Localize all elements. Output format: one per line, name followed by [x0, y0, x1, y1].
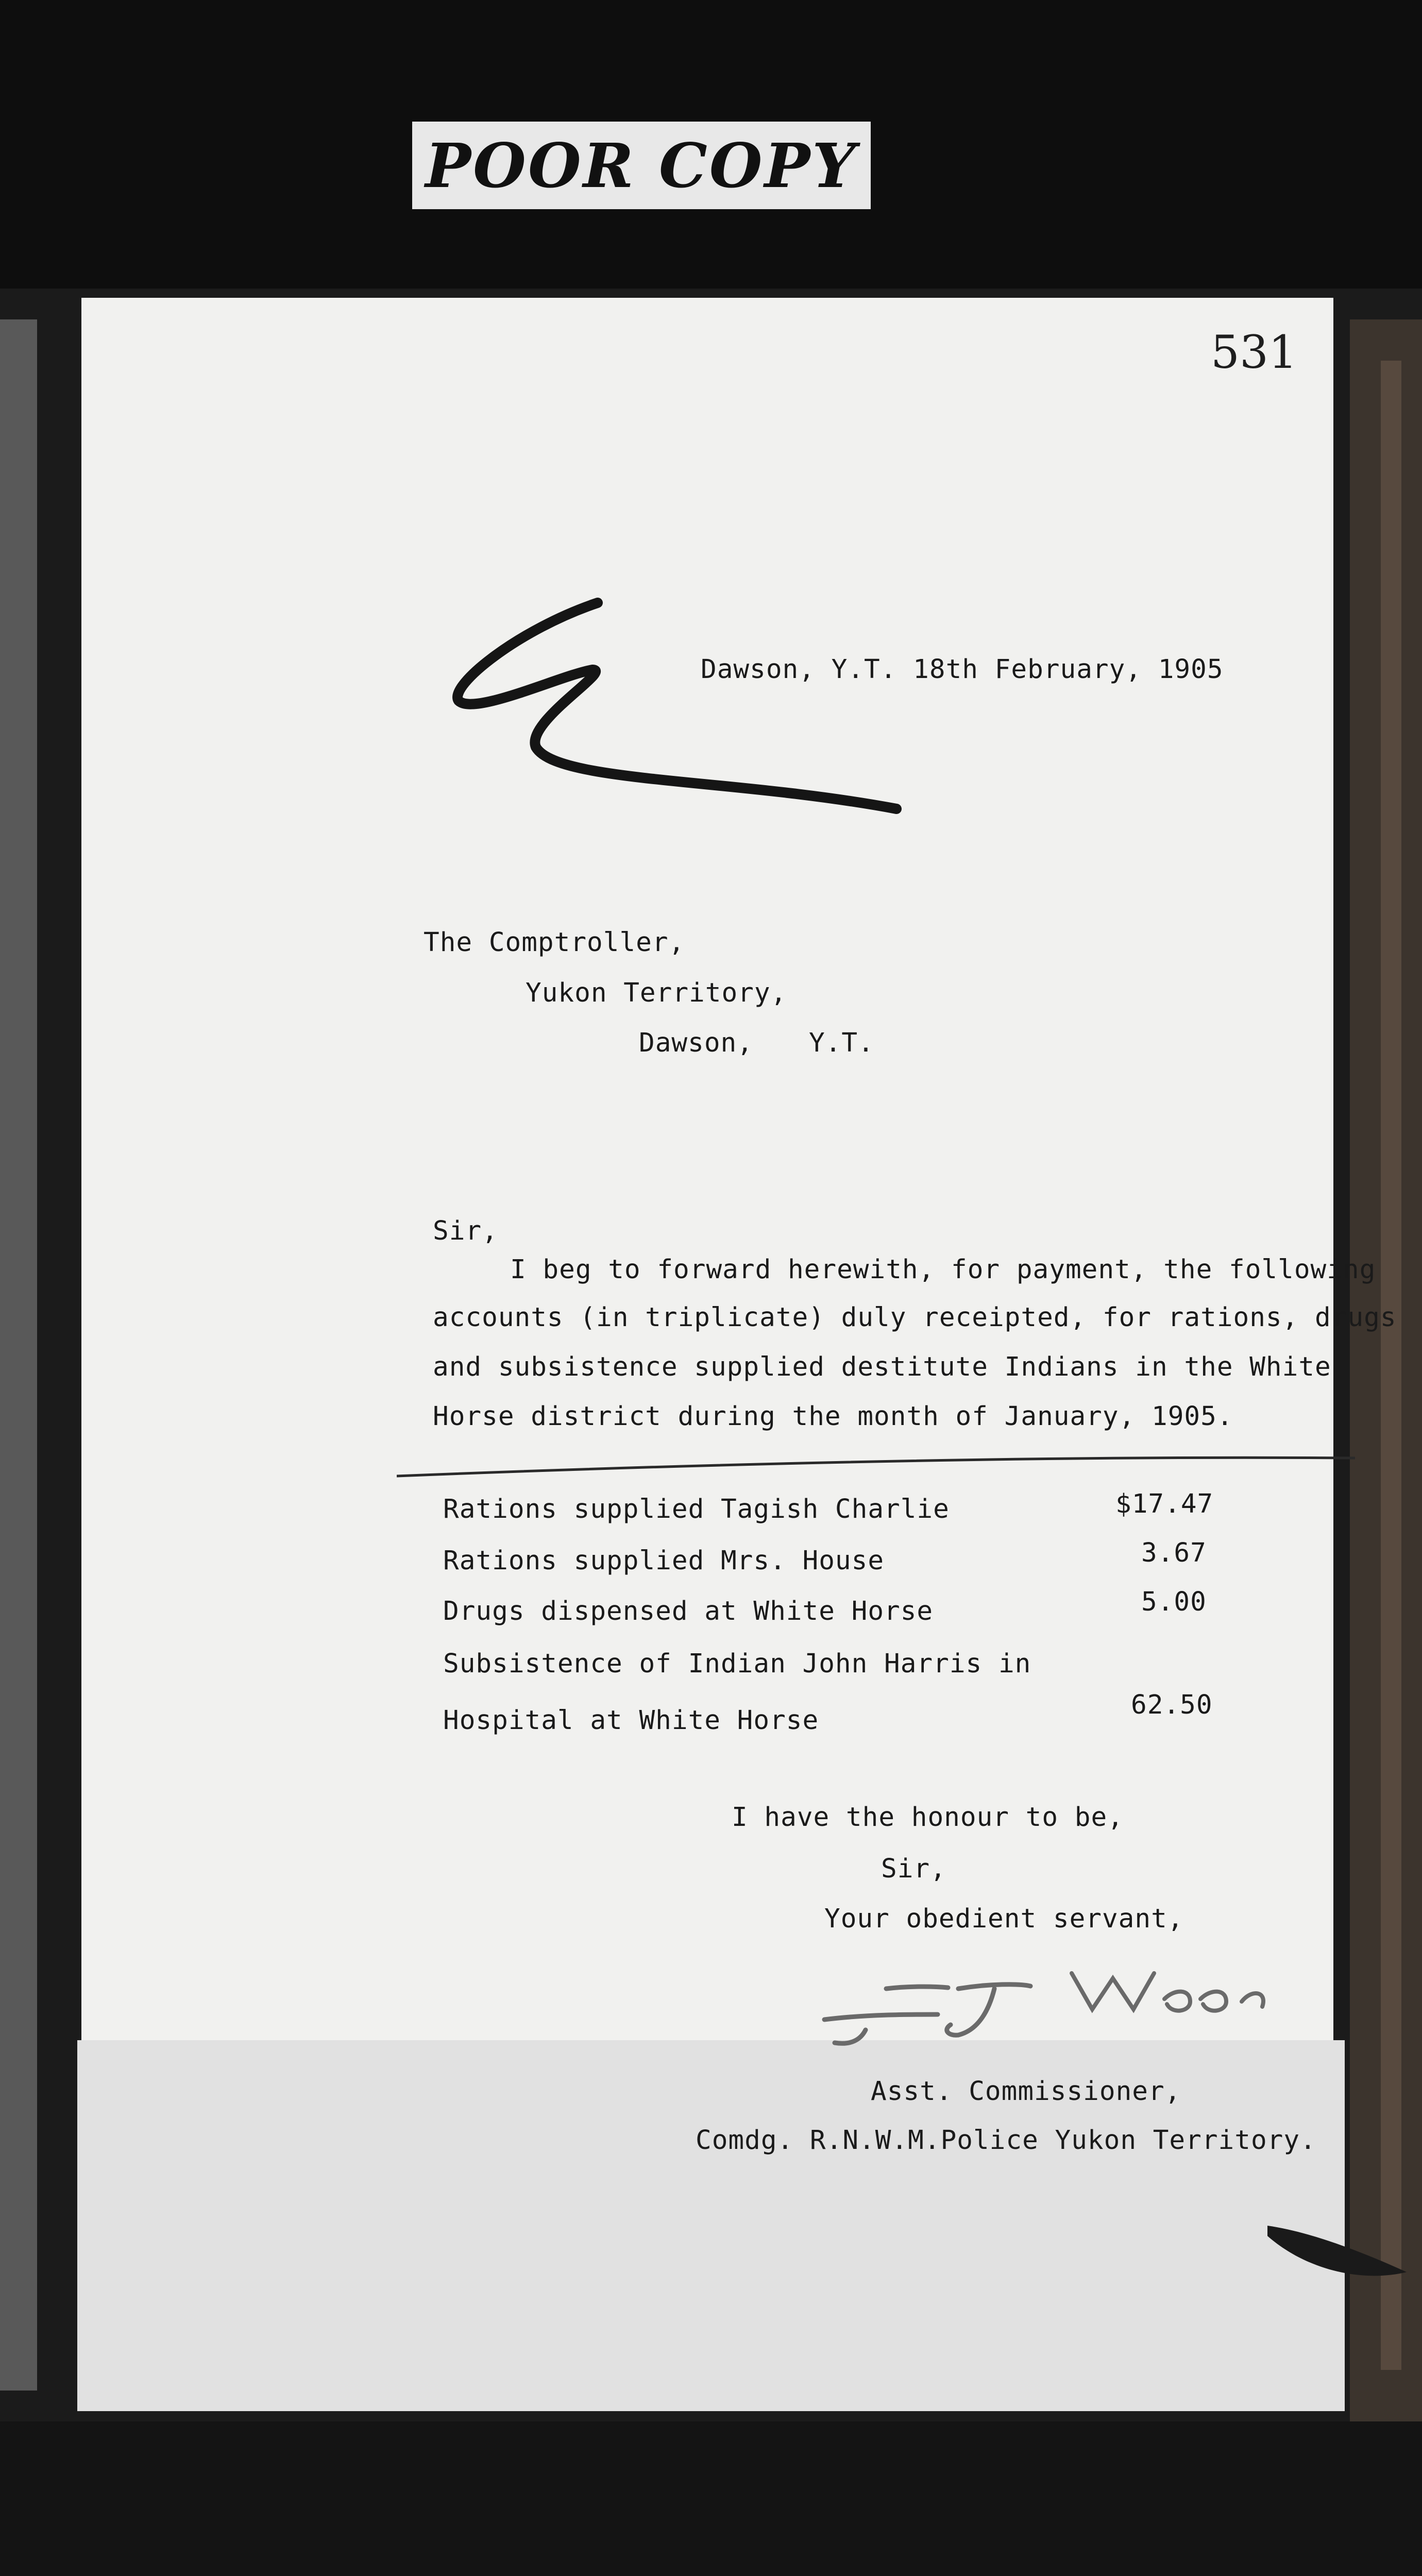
closing-line-3: Your obedient servant, [824, 1904, 1184, 1934]
item-label: Hospital at White Horse [443, 1705, 819, 1736]
item-amount: 62.50 [1131, 1690, 1213, 1720]
signer-title-line-2: Comdg. R.N.W.M.Police Yukon Territory. [696, 2125, 1316, 2156]
page-number: 531 [1211, 326, 1297, 379]
binding-edge-inner [1381, 361, 1401, 2370]
item-label: Drugs dispensed at White Horse [443, 1596, 934, 1626]
date-line: Dawson, Y.T. 18th February, 1905 [701, 654, 1224, 685]
addressee-line-3-suffix: Y.T. [809, 1028, 874, 1058]
item-label: Rations supplied Tagish Charlie [443, 1494, 950, 1524]
addressee-line-3: Dawson, [639, 1028, 753, 1058]
closing-line-1: I have the honour to be, [732, 1802, 1124, 1833]
signer-title-line-1: Asst. Commissioner, [871, 2076, 1181, 2107]
addressee-line-2: Yukon Territory, [526, 978, 787, 1008]
closing-line-2: Sir, [881, 1854, 946, 1884]
addressee-line-1: The Comptroller, [424, 927, 685, 958]
item-label: Subsistence of Indian John Harris in [443, 1649, 1031, 1679]
body-line-3: and subsistence supplied destitute Indians in the White [433, 1352, 1331, 1382]
body-line-4: Horse district during the month of January, 1905. [433, 1401, 1233, 1432]
item-amount: 3.67 [1141, 1538, 1207, 1568]
poor-copy-label: POOR COPY [412, 122, 871, 209]
underline-rule [397, 1450, 1355, 1481]
pen-tip-mark [1262, 2215, 1412, 2287]
item-amount: $17.47 [1115, 1489, 1214, 1519]
handwritten-signature [804, 1937, 1278, 2056]
film-frame-bottom [0, 2421, 1422, 2576]
adjacent-page-edge [0, 319, 37, 2391]
body-line-2: accounts (in triplicate) duly receipted, for rations, drugs [433, 1302, 1397, 1333]
item-amount: 5.00 [1141, 1587, 1207, 1617]
pen-flourish-mark [443, 592, 907, 824]
item-label: Rations supplied Mrs. House [443, 1546, 885, 1576]
body-line-1: I beg to forward herewith, for payment, the following [510, 1255, 1376, 1285]
salutation: Sir, [433, 1216, 498, 1246]
